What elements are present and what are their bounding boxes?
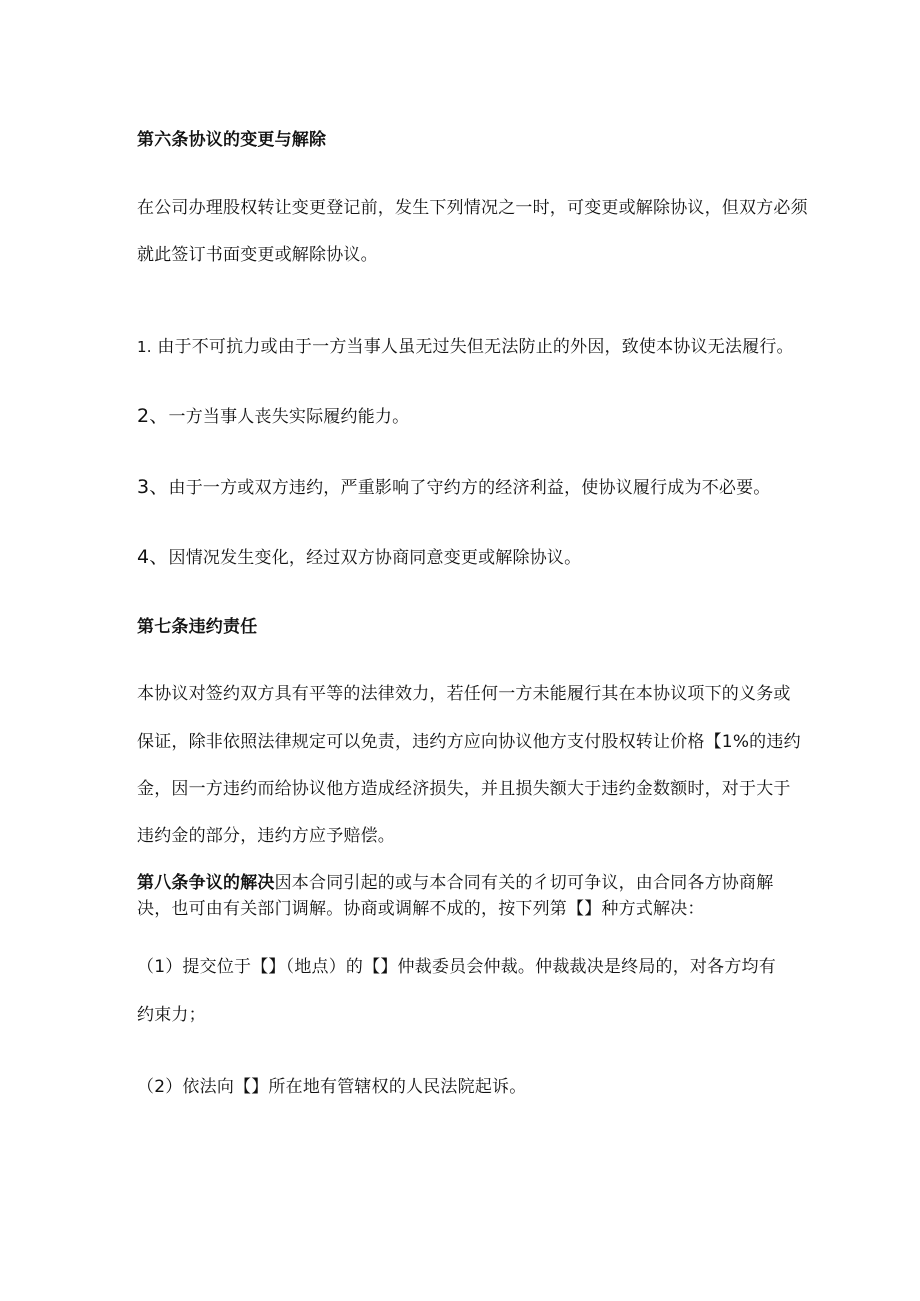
option-2-line-1: （2）依法向【】所在地有管辖权的人民法院起诉。 [137, 1077, 527, 1097]
article-8-text: 因本合同引起的或与本合同有关的彳切可争议，由合同各方协商解 [274, 873, 774, 893]
article-6-item-4 [137, 545, 581, 570]
item-number: 2、 [137, 405, 169, 427]
article-7-body-line-4: 违约金的部分，违约方应予赔偿。 [137, 826, 395, 846]
option-1-line-1: （1）提交位于【】（地点）的【】仲裁委员会仲裁。仲裁裁决是终局的，对各方均有 [137, 957, 776, 977]
article-6-item-2 [137, 404, 409, 429]
item-number: 3、 [137, 476, 169, 498]
item-number: 1. [137, 338, 152, 356]
article-8-line-2: 决，也可由有关部门调解。协商或调解不成的，按下列第【】种方式解决： [137, 899, 705, 919]
item-text: 一方当事人丧失实际履约能力。 [168, 407, 410, 427]
item-text: 因情况发生变化，经过双方协商同意变更或解除协议。 [168, 548, 582, 568]
article-7-body-line-2: 保证，除非依照法律规定可以免责，违约方应向协议他方支付股权转让价格【1%的违约 [137, 732, 801, 752]
article-6-item-1 [137, 335, 794, 359]
article-7-heading: 第七条违约责任 [137, 617, 258, 637]
article-6-intro-line-2: 就此签订书面变更或解除协议。 [137, 245, 378, 265]
article-6-heading: 第六条协议的变更与解除 [137, 130, 327, 150]
article-6-item-3 [137, 475, 771, 500]
article-7-body-line-1: 本协议对签约双方具有平等的法律效力，若任何一方未能履行其在本协议项下的义务或 [137, 684, 791, 704]
article-6-intro-line-1: 在公司办理股权转让变更登记前，发生下列情况之一时，可变更或解除协议，但双方必须 [137, 198, 808, 218]
option-1-line-2: 约束力； [137, 1005, 206, 1025]
article-8-heading: 第八条争议的解决 [137, 873, 275, 893]
article-7-body-line-3: 金，因一方违约而给协议他方造成经济损失，并且损失额大于违约金数额时，对于大于 [137, 779, 791, 799]
article-8-line-1 [137, 871, 773, 895]
item-number: 4、 [137, 546, 169, 568]
item-text: 由于不可抗力或由于一方当事人虽无过失但无法防止的外因，致使本协议无法履行。 [157, 337, 794, 357]
item-text: 由于一方或双方违约，严重影响了守约方的经济利益，使协议履行成为不必要。 [168, 478, 771, 498]
